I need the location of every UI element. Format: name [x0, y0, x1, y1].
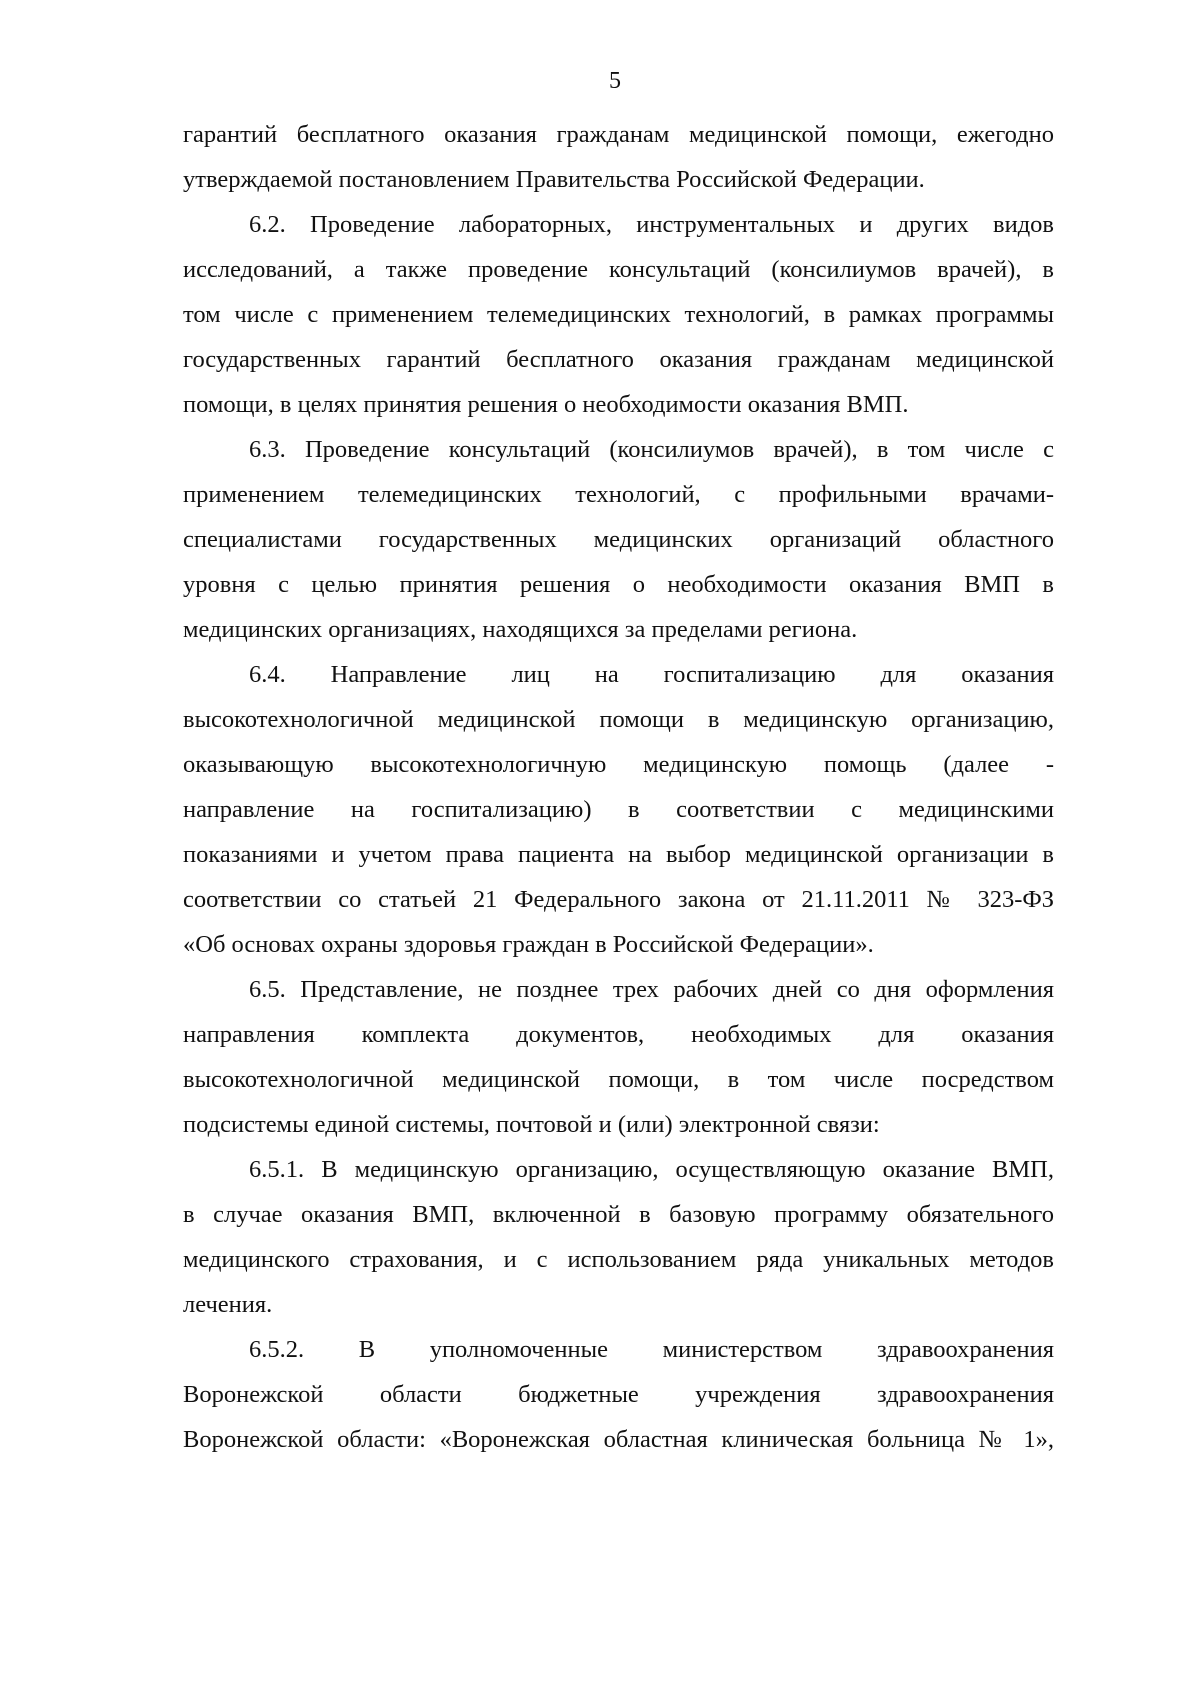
text-line: «Об основах охраны здоровья граждан в Российской Федерации». — [183, 931, 874, 958]
text-line: том числе с применением телемедицинских технологий, в рамках программы — [183, 301, 1054, 328]
text-line: 6.5.2. В уполномоченные министерством здравоохранения — [249, 1336, 1054, 1363]
text-line: показаниями и учетом права пациента на выбор медицинской организации в — [183, 841, 1054, 868]
text-line: гарантий бесплатного оказания гражданам медицинской помощи, ежегодно — [183, 121, 1054, 148]
text-line: 6.2. Проведение лабораторных, инструментальных и других видов — [249, 211, 1054, 238]
page-number: 5 — [609, 68, 621, 94]
text-line: подсистемы единой системы, почтовой и (или) электронной связи: — [183, 1111, 880, 1138]
text-line: медицинских организациях, находящихся за пределами региона. — [183, 616, 858, 643]
text-line: 6.5. Представление, не позднее трех рабочих дней со дня оформления — [249, 976, 1054, 1003]
text-line: государственных гарантий бесплатного оказания гражданам медицинской — [183, 346, 1054, 373]
text-line: 6.4. Направление лиц на госпитализацию для оказания — [249, 661, 1054, 688]
text-line: применением телемедицинских технологий, с профильными врачами- — [183, 481, 1054, 508]
text-line: высокотехнологичной медицинской помощи, в том числе посредством — [183, 1066, 1054, 1093]
paragraph — [183, 433, 1054, 658]
text-line: высокотехнологичной медицинской помощи в медицинскую организацию, — [183, 706, 1054, 733]
text-line: оказывающую высокотехнологичную медицинскую помощь (далее - — [183, 751, 1054, 778]
text-line: утверждаемой постановлением Правительства Российской Федерации. — [183, 166, 925, 193]
text-line: исследований, а также проведение консультаций (консилиумов врачей), в — [183, 256, 1054, 283]
text-line: специалистами государственных медицинских организаций областного — [183, 526, 1054, 553]
paragraph — [183, 1333, 1054, 1468]
text-line: направление на госпитализацию) в соответствии с медицинскими — [183, 796, 1054, 823]
text-line: лечения. — [183, 1291, 273, 1318]
text-line: направления комплекта документов, необходимых для оказания — [183, 1021, 1054, 1048]
text-line: помощи, в целях принятия решения о необходимости оказания ВМП. — [183, 391, 909, 418]
text-line: 6.3. Проведение консультаций (консилиумов врачей), в том числе с — [249, 436, 1054, 463]
text-line: соответствии со статьей 21 Федерального закона от 21.11.2011 № 323-ФЗ — [183, 886, 1054, 913]
paragraph — [183, 658, 1054, 973]
text-line: уровня с целью принятия решения о необходимости оказания ВМП в — [183, 571, 1054, 598]
text-line: медицинского страхования, и с использованием ряда уникальных методов — [183, 1246, 1054, 1273]
text-line: 6.5.1. В медицинскую организацию, осуществляющую оказание ВМП, — [249, 1156, 1054, 1183]
document-body — [183, 118, 1054, 1468]
text-line: в случае оказания ВМП, включенной в базовую программу обязательного — [183, 1201, 1054, 1228]
paragraph — [183, 1153, 1054, 1333]
paragraph — [183, 208, 1054, 433]
paragraph — [183, 973, 1054, 1153]
text-line: Воронежской области: «Воронежская областная клиническая больница № 1», — [183, 1426, 1054, 1453]
paragraph — [183, 118, 1054, 208]
text-line: Воронежской области бюджетные учреждения здравоохранения — [183, 1381, 1054, 1408]
